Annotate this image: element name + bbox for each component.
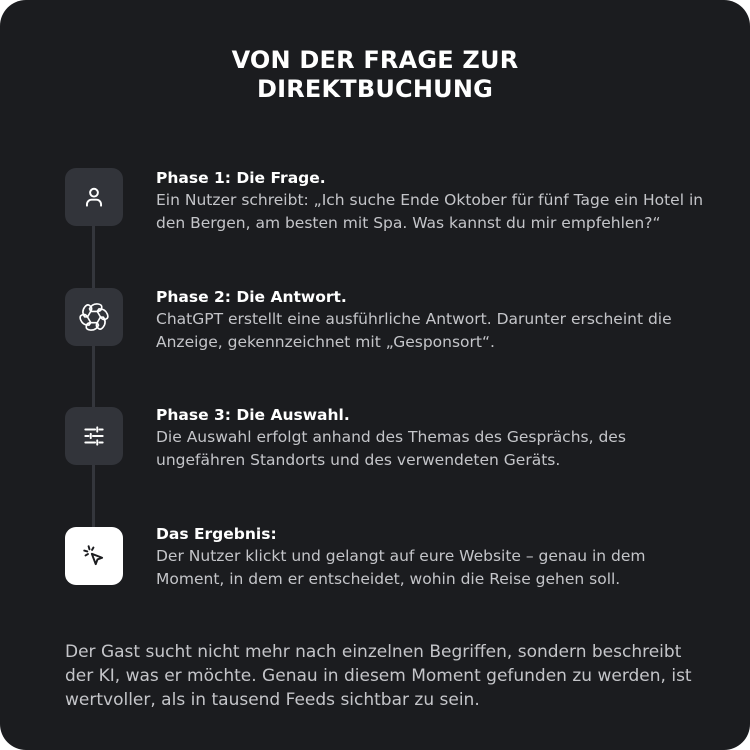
step-text (156, 404, 716, 472)
timeline-connector (92, 346, 95, 407)
page-title-line-2: DIREKTBUCHUNG (256, 75, 494, 103)
step-description: Die Auswahl erfolgt anhand des Themas des Gesprächs, des ungefähren Standorts und des verwendeten Geräts. (156, 428, 626, 469)
sliders-icon (81, 423, 107, 449)
page-title-line-1: VON DER FRAGE ZUR (231, 46, 519, 74)
cursor-click-icon (81, 543, 107, 569)
step-heading: Phase 1: Die Frage. (156, 169, 326, 187)
timeline-connector (92, 226, 95, 288)
step-icon-box (65, 407, 123, 465)
step-heading: Das Ergebnis: (156, 525, 277, 543)
step-description: Der Nutzer klickt und gelangt auf eure Website – genau in dem Moment, in dem er entscheidet, wohin die Reise gehen soll. (156, 547, 646, 588)
step-text (156, 286, 716, 354)
summary-text: Der Gast sucht nicht mehr nach einzelnen Begriffen, sondern beschreibt der KI, was er möchte. Genau in diesem Moment gefunden zu werden, ist wertvoller, als in tausend Feeds sichtbar zu sein. (65, 642, 692, 710)
step-icon-box (65, 168, 123, 226)
step-description: ChatGPT erstellt eine ausführliche Antwort. Darunter erscheint die Anzeige, gekennzeichnet mit „Gesponsort“. (156, 310, 672, 351)
step-text (156, 167, 716, 235)
step-heading: Phase 2: Die Antwort. (156, 288, 347, 306)
step-description: Ein Nutzer schreibt: „Ich suche Ende Oktober für fünf Tage ein Hotel in den Bergen, am besten mit Spa. Was kannst du mir empfehlen?“ (156, 191, 704, 232)
step-text (156, 523, 716, 591)
step-heading: Phase 3: Die Auswahl. (156, 406, 350, 424)
user-icon (81, 184, 107, 210)
openai-logo-icon (79, 302, 109, 332)
page-title (0, 46, 750, 104)
timeline-connector (92, 465, 95, 527)
step-icon-box (65, 288, 123, 346)
step-icon-box-active (65, 527, 123, 585)
